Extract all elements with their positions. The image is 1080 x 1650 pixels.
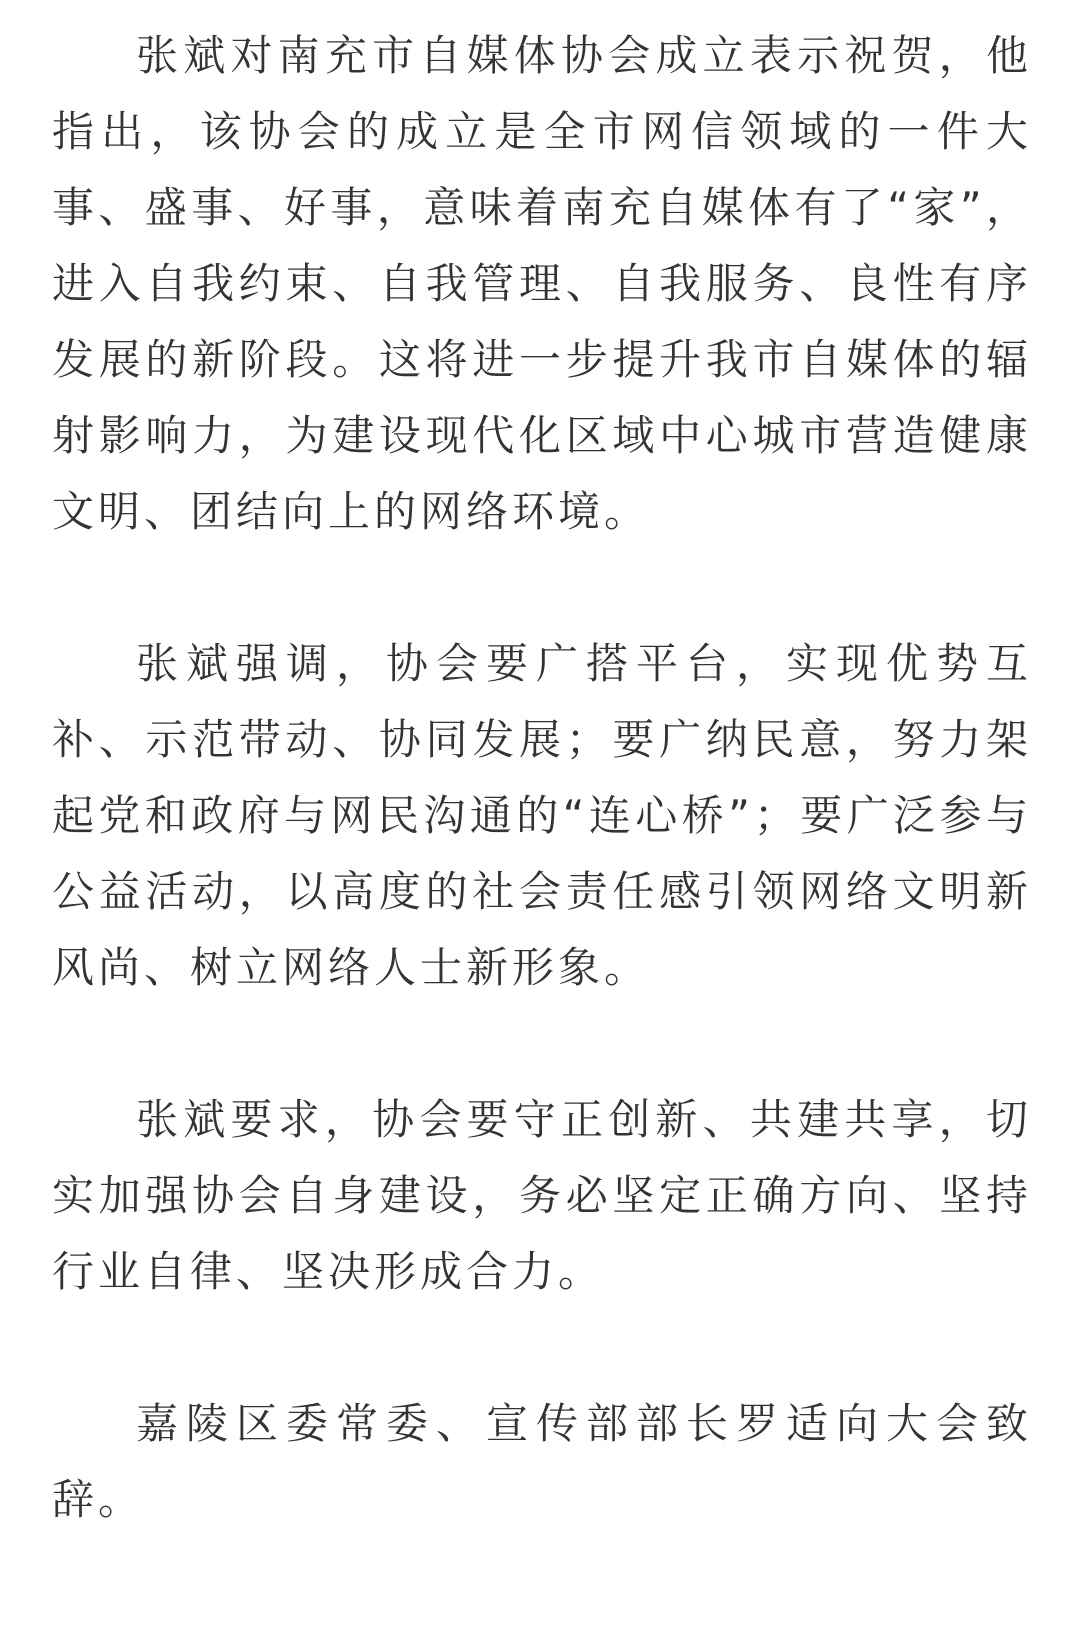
paragraph-speech: 嘉陵区委常委、宣传部部长罗适向大会致辞。 <box>52 1399 1032 1524</box>
paragraph-congratulation: 张斌对南充市自媒体协会成立表示祝贺，他指出，该协会的成立是全市网信领域的一件大事、盛事、好事，意味着南充自媒体有了“家”，进入自我约束、自我管理、自我服务、良性有序发展的新阶段。这将进一步提升我市自媒体的辐射影响力，为建设现代化区域中心城市营造健康文明、团结向上的网络环境。 <box>52 31 1032 536</box>
article-body <box>52 18 1032 1538</box>
paragraph-emphasis: 张斌强调，协会要广搭平台，实现优势互补、示范带动、协同发展；要广纳民意，努力架起党和政府与网民沟通的“连心桥”；要广泛参与公益活动，以高度的社会责任感引领网络文明新风尚、树立网络人士新形象。 <box>52 639 1032 992</box>
paragraph-requirements: 张斌要求，协会要守正创新、共建共享，切实加强协会自身建设，务必坚定正确方向、坚持行业自律、坚决形成合力。 <box>52 1095 1032 1296</box>
